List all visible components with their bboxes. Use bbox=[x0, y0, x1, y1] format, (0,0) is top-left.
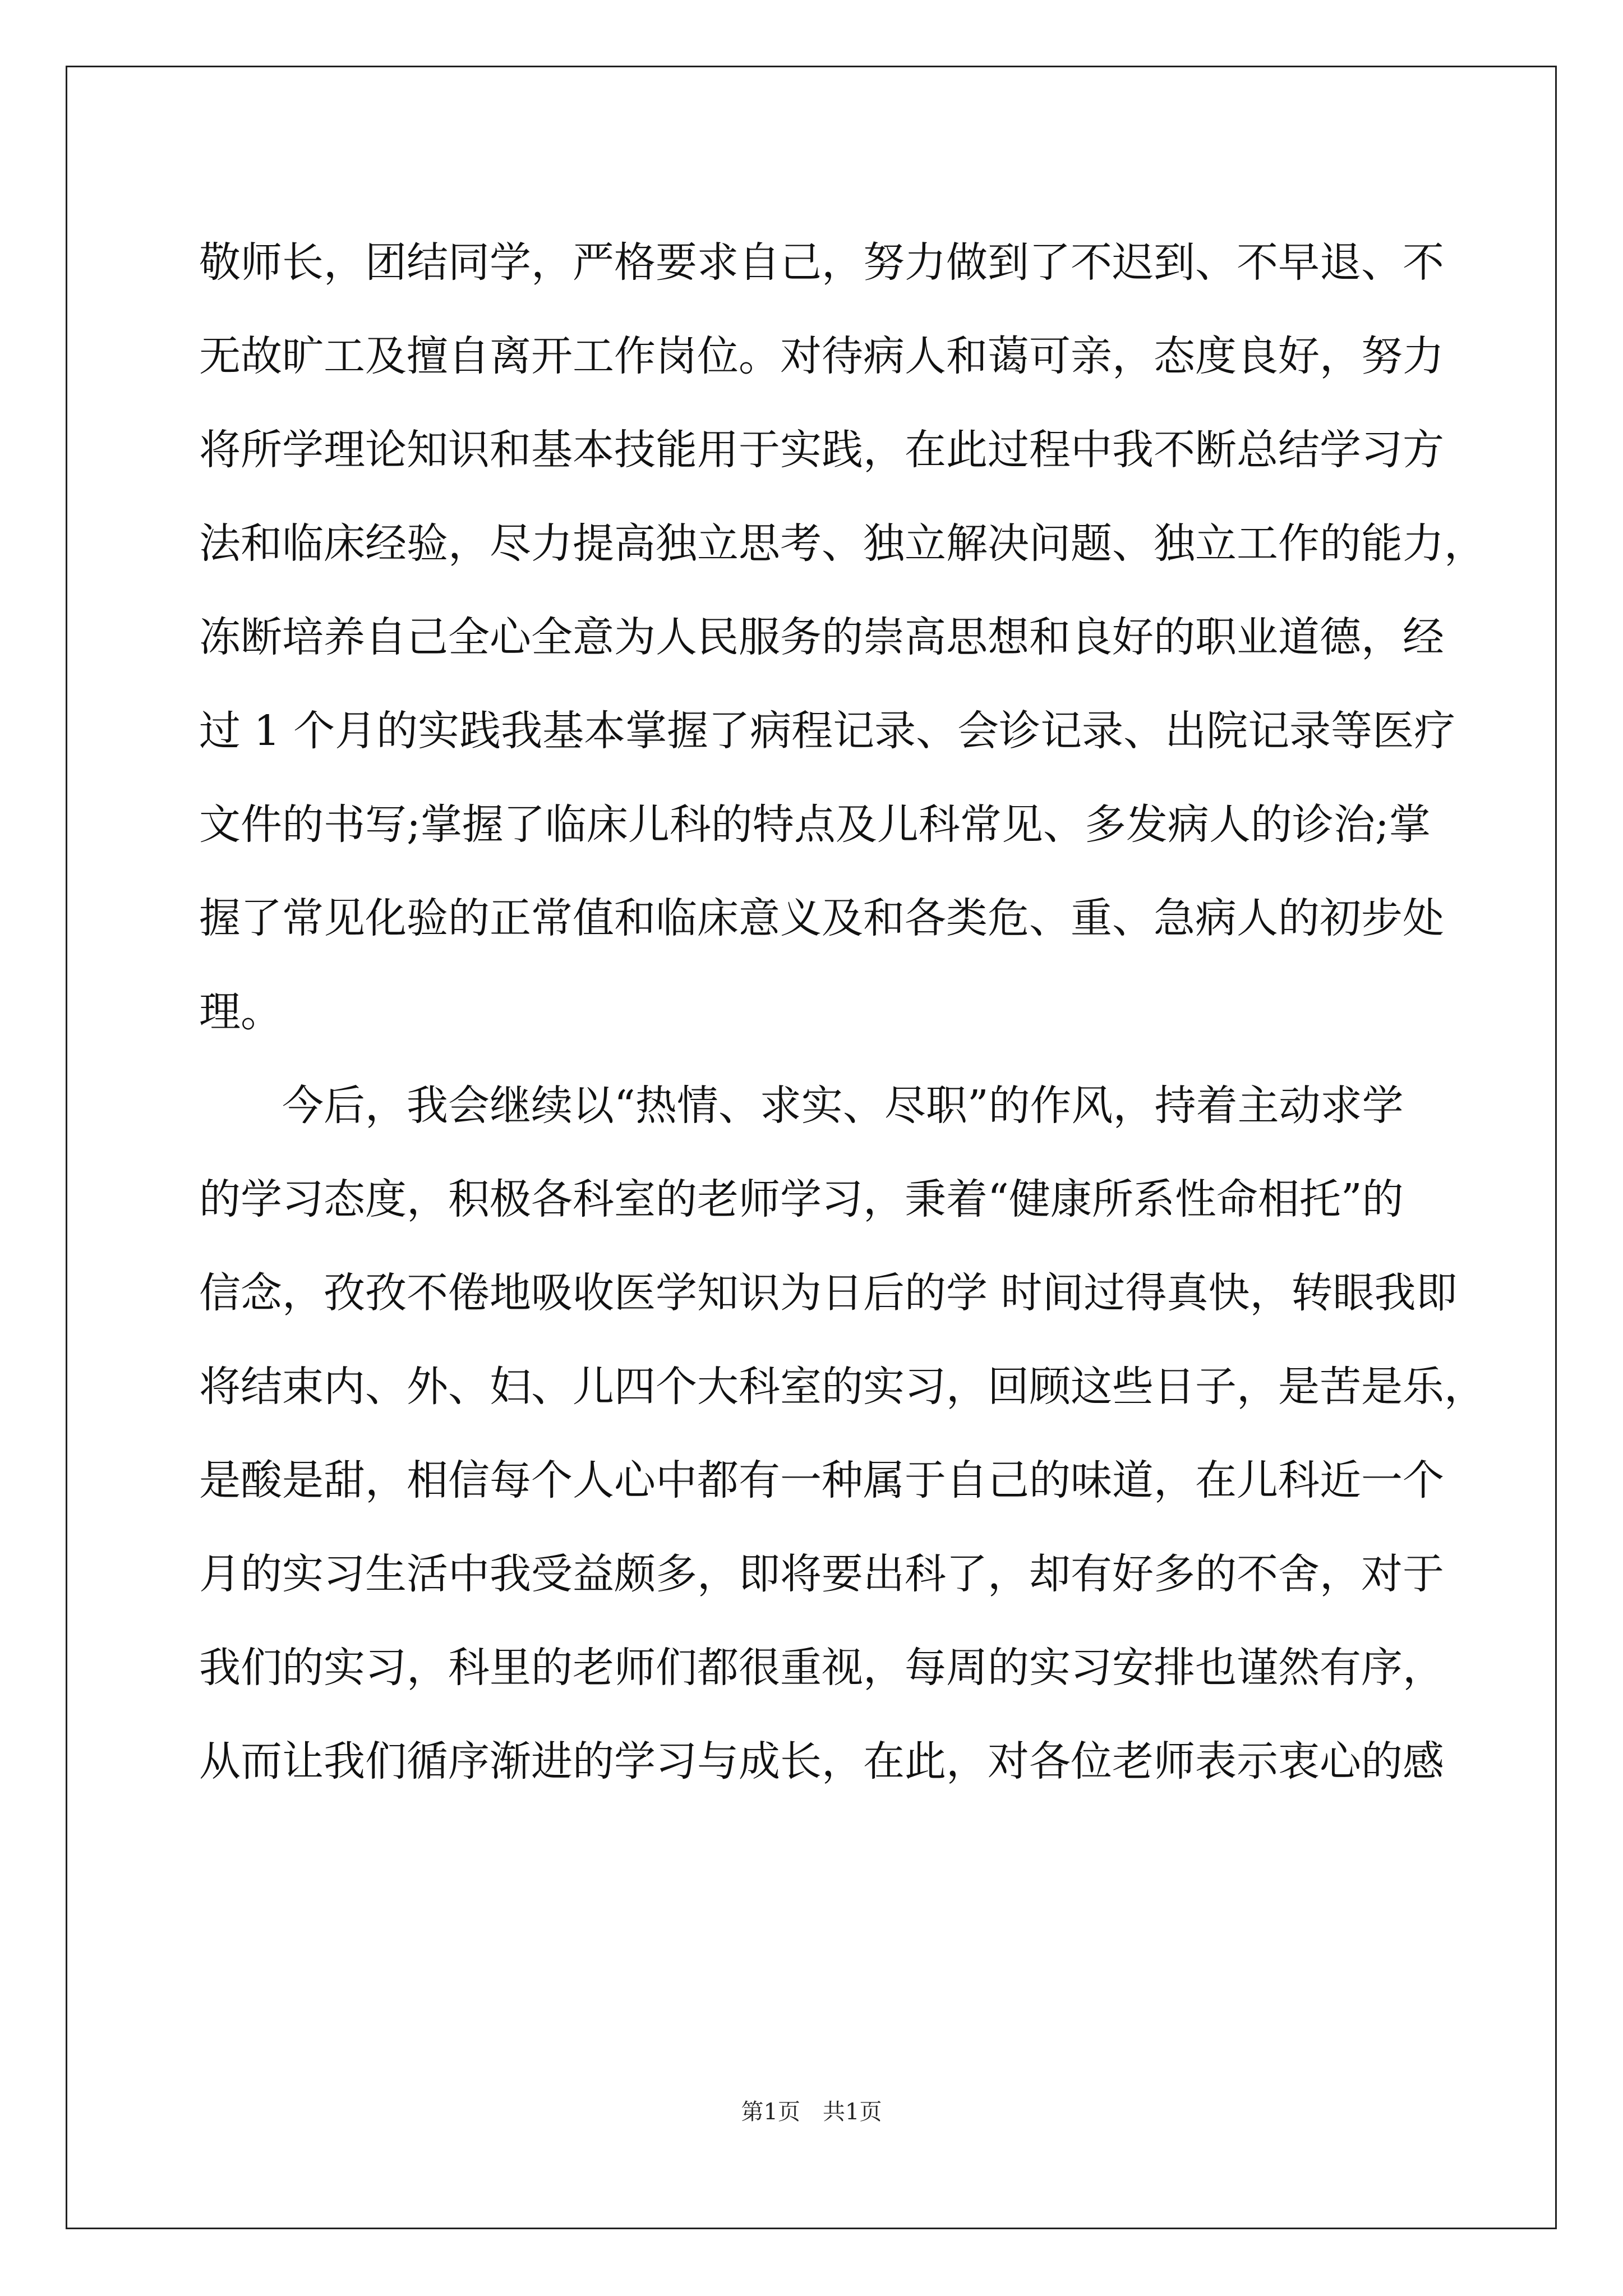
text-line: 冻断培养自己全心全意为人民服务的崇高思想和良好的职业道德，经 bbox=[199, 613, 1444, 661]
page-footer: 第1页 共1页 bbox=[741, 2099, 882, 2125]
text-line: 法和临床经验，尽力提高独立思考、独立解决问题、独立工作的能力， bbox=[199, 519, 1486, 568]
text-line: 今后，我会继续以“热情、求实、尽职”的作风，持着主动求学 bbox=[199, 1082, 1404, 1130]
text-line: 将结束内、外、妇、儿四个大科室的实习，回顾这些日子，是苦是乐， bbox=[199, 1363, 1486, 1411]
text-line: 无故旷工及擅自离开工作岗位。对待病人和蔼可亲，态度良好，努力 bbox=[199, 332, 1444, 380]
text-line: 从而让我们循序渐进的学习与成长，在此，对各位老师表示衷心的感 bbox=[199, 1737, 1444, 1786]
text-line: 敬师长，团结同学，严格要求自己，努力做到了不迟到、不早退、不 bbox=[199, 238, 1444, 287]
text-line: 的学习态度，积极各科室的老师学习，秉着“健康所系性命相托”的 bbox=[199, 1175, 1404, 1223]
body-text bbox=[199, 216, 1486, 1809]
text-line: 握了常见化验的正常值和临床意义及和各类危、重、急病人的初步处 bbox=[199, 894, 1444, 942]
text-line: 将所学理论知识和基本技能用于实践，在此过程中我不断总结学习方 bbox=[199, 426, 1444, 474]
text-line: 我们的实习，科里的老师们都很重视，每周的实习安排也谨然有序， bbox=[199, 1644, 1444, 1692]
text-line: 信念，孜孜不倦地吸收医学知识为日后的学 时间过得真快，转眼我即 bbox=[199, 1269, 1458, 1317]
text-line: 是酸是甜，相信每个人心中都有一种属于自己的味道，在儿科近一个 bbox=[199, 1456, 1444, 1504]
text-line: 过 1 个月的实践我基本掌握了病程记录、会诊记录、出院记录等医疗 bbox=[199, 707, 1456, 755]
text-line: 理。 bbox=[199, 988, 282, 1036]
text-line: 月的实习生活中我受益颇多，即将要出科了，却有好多的不舍，对于 bbox=[199, 1550, 1444, 1598]
text-line: 文件的书写;掌握了临床儿科的特点及儿科常见、多发病人的诊治;掌 bbox=[199, 800, 1431, 849]
